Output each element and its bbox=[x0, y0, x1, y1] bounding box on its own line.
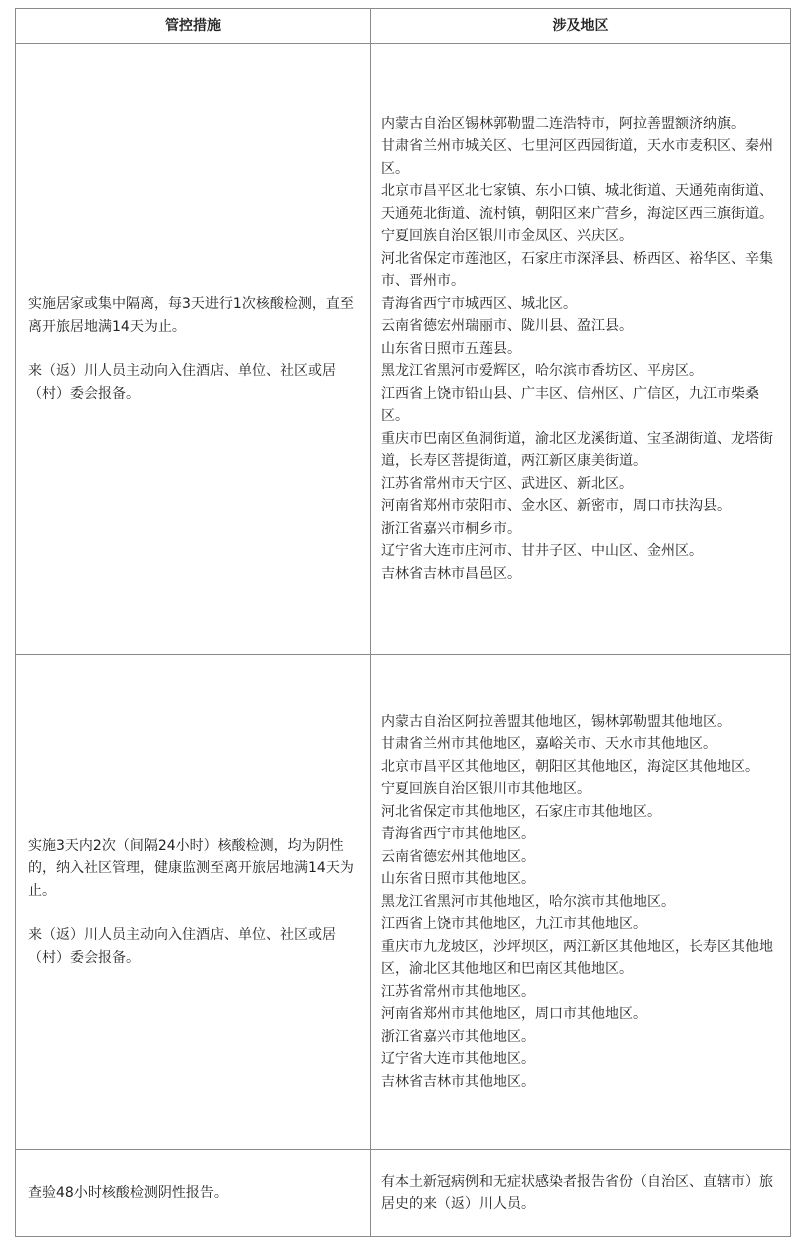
region-item: 河南省郑州市荥阳市、金水区、新密市，周口市扶沟县。 bbox=[381, 498, 731, 515]
region-item: 内蒙古自治区阿拉善盟其他地区，锡林郭勒盟其他地区。 bbox=[381, 713, 731, 730]
region-item: 内蒙古自治区锡林郭勒盟二连浩特市，阿拉善盟额济纳旗。 bbox=[381, 115, 745, 132]
header-measure: 管控措施 bbox=[16, 9, 371, 44]
header-row bbox=[16, 9, 791, 44]
region-item: 山东省日照市其他地区。 bbox=[381, 871, 535, 888]
region-item: 黑龙江省黑河市其他地区，哈尔滨市其他地区。 bbox=[381, 893, 675, 910]
region-item: 北京市昌平区其他地区，朝阳区其他地区，海淀区其他地区。 bbox=[381, 758, 759, 775]
region-item: 重庆市九龙坡区，沙坪坝区，两江新区其他地区，长寿区其他地区，渝北区其他地区和巴南区其他地区。 bbox=[381, 938, 773, 978]
table-row bbox=[16, 44, 791, 655]
header-regions: 涉及地区 bbox=[371, 9, 791, 44]
table-row bbox=[16, 1150, 791, 1237]
region-item: 河南省郑州市其他地区，周口市其他地区。 bbox=[381, 1006, 647, 1023]
measure-cell bbox=[16, 1150, 371, 1237]
region-item: 有本土新冠病例和无症状感染者报告省份（自治区、直辖市）旅居史的来（返）川人员。 bbox=[381, 1173, 773, 1212]
region-item: 甘肃省兰州市城关区、七里河区西园街道，天水市麦积区、秦州区。 bbox=[381, 138, 773, 177]
region-item: 山东省日照市五莲县。 bbox=[381, 340, 521, 357]
region-item: 黑龙江省黑河市爱辉区，哈尔滨市香坊区、平房区。 bbox=[381, 363, 703, 380]
measure-text: 来（返）川人员主动向入住酒店、单位、社区或居（村）委会报备。 bbox=[28, 927, 336, 966]
region-item: 北京市昌平区北七家镇、东小口镇、城北街道、天通苑南街道、天通苑北街道、流村镇，朝阳区来广营乡，海淀区西三旗街道。 bbox=[381, 183, 773, 222]
region-item: 宁夏回族自治区银川市金凤区、兴庆区。 bbox=[381, 228, 633, 245]
regions-cell bbox=[371, 1150, 791, 1237]
region-item: 甘肃省兰州市其他地区，嘉峪关市、天水市其他地区。 bbox=[381, 736, 717, 753]
regions-cell bbox=[371, 44, 791, 655]
regions-cell bbox=[371, 655, 791, 1150]
policy-table bbox=[15, 8, 791, 1237]
region-item: 青海省西宁市城西区、城北区。 bbox=[381, 295, 577, 312]
measure-cell bbox=[16, 44, 371, 655]
region-item: 云南省德宏州瑞丽市、陇川县、盈江县。 bbox=[381, 318, 633, 335]
region-item: 宁夏回族自治区银川市其他地区。 bbox=[381, 781, 591, 798]
measure-text: 查验48小时核酸检测阴性报告。 bbox=[28, 1184, 228, 1201]
region-item: 云南省德宏州其他地区。 bbox=[381, 848, 535, 865]
measure-text: 来（返）川人员主动向入住酒店、单位、社区或居（村）委会报备。 bbox=[28, 363, 336, 402]
measure-cell bbox=[16, 655, 371, 1150]
region-item: 江苏省常州市天宁区、武进区、新北区。 bbox=[381, 475, 633, 492]
region-item: 河北省保定市其他地区，石家庄市其他地区。 bbox=[381, 803, 661, 820]
region-item: 辽宁省大连市庄河市、甘井子区、中山区、金州区。 bbox=[381, 543, 703, 560]
region-item: 浙江省嘉兴市桐乡市。 bbox=[381, 520, 521, 537]
region-item: 吉林省吉林市昌邑区。 bbox=[381, 565, 521, 582]
region-item: 青海省西宁市其他地区。 bbox=[381, 826, 535, 843]
measure-text: 实施3天内2次（间隔24小时）核酸检测，均为阴性的，纳入社区管理，健康监测至离开旅居地满14天为止。 bbox=[28, 837, 354, 899]
measure-text: 实施居家或集中隔离，每3天进行1次核酸检测，直至离开旅居地满14天为止。 bbox=[28, 296, 354, 335]
region-item: 河北省保定市莲池区，石家庄市深泽县、桥西区、裕华区、辛集市、晋州市。 bbox=[381, 250, 773, 290]
region-item: 江西省上饶市其他地区，九江市其他地区。 bbox=[381, 916, 647, 933]
region-item: 辽宁省大连市其他地区。 bbox=[381, 1051, 535, 1068]
region-item: 吉林省吉林市其他地区。 bbox=[381, 1073, 535, 1090]
region-item: 重庆市巴南区鱼洞街道，渝北区龙溪街道、宝圣湖街道、龙塔街道，长寿区菩提街道，两江新区康美街道。 bbox=[381, 430, 773, 470]
region-item: 浙江省嘉兴市其他地区。 bbox=[381, 1028, 535, 1045]
region-item: 江西省上饶市铅山县、广丰区、信州区、广信区，九江市柴桑区。 bbox=[381, 385, 759, 425]
region-item: 江苏省常州市其他地区。 bbox=[381, 983, 535, 1000]
table-row bbox=[16, 655, 791, 1150]
